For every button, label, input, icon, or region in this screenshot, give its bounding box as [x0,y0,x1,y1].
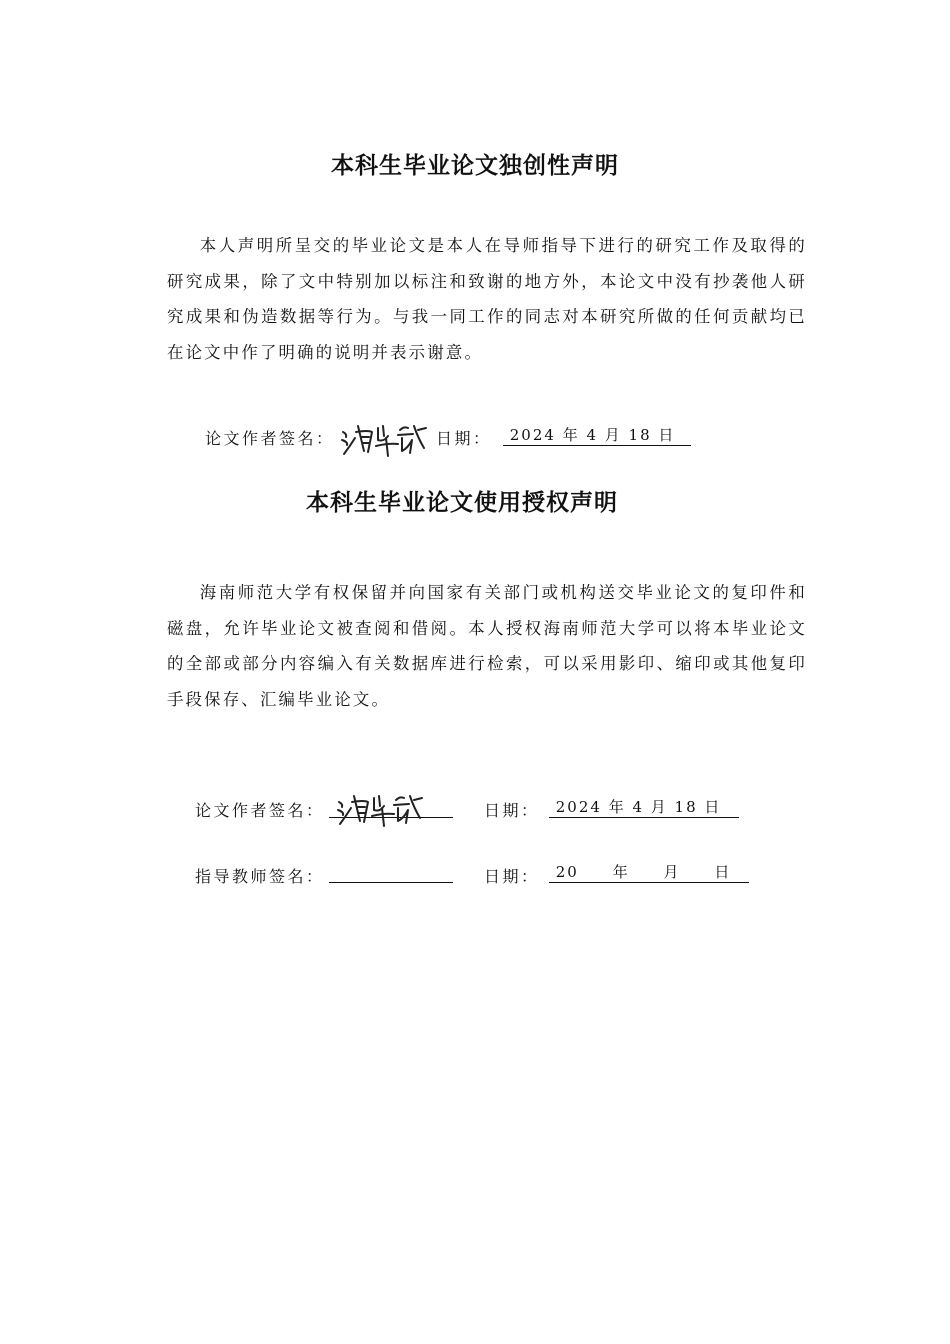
originality-declaration-title: 本科生毕业论文独创性声明 [331,153,619,179]
advisor-signature-label: 指导教师签名： [195,867,325,886]
authorization-declaration-title: 本科生毕业论文使用授权声明 [306,490,618,516]
advisor-date-value: 20 年 月 日 [549,862,749,883]
advisor-date-label: 日期： [484,867,540,886]
declaration-date-label: 日期： [436,429,492,448]
declaration-author-signature [338,418,430,458]
declaration-date-value: 2024 年 4 月 18 日 [503,425,691,446]
declaration-author-label: 论文作者签名： [205,429,335,448]
authorization-author-date-label: 日期： [484,801,540,820]
authorization-author-date-value: 2024 年 4 月 18 日 [549,797,739,818]
authorization-author-label: 论文作者签名： [195,801,325,820]
authorization-author-signature [334,788,426,828]
advisor-signature-line [329,862,453,883]
originality-declaration-body: 本人声明所呈交的毕业论文是本人在导师指导下进行的研究工作及取得的研究成果，除了文中特别加以标注和致谢的地方外，本论文中没有抄袭他人研究成果和伪造数据等行为。与我一同工作的同志对本研究所做的任何贡献均已在论文中作了明确的说明并表示谢意。 [167,236,807,362]
authorization-declaration-body: 海南师范大学有权保留并向国家有关部门或机构送交毕业论文的复印件和磁盘，允许毕业论文被查阅和借阅。本人授权海南师范大学可以将本毕业论文的全部或部分内容编入有关数据库进行检索，可以采用影印、缩印或其他复印手段保存、汇编毕业论文。 [167,583,807,709]
